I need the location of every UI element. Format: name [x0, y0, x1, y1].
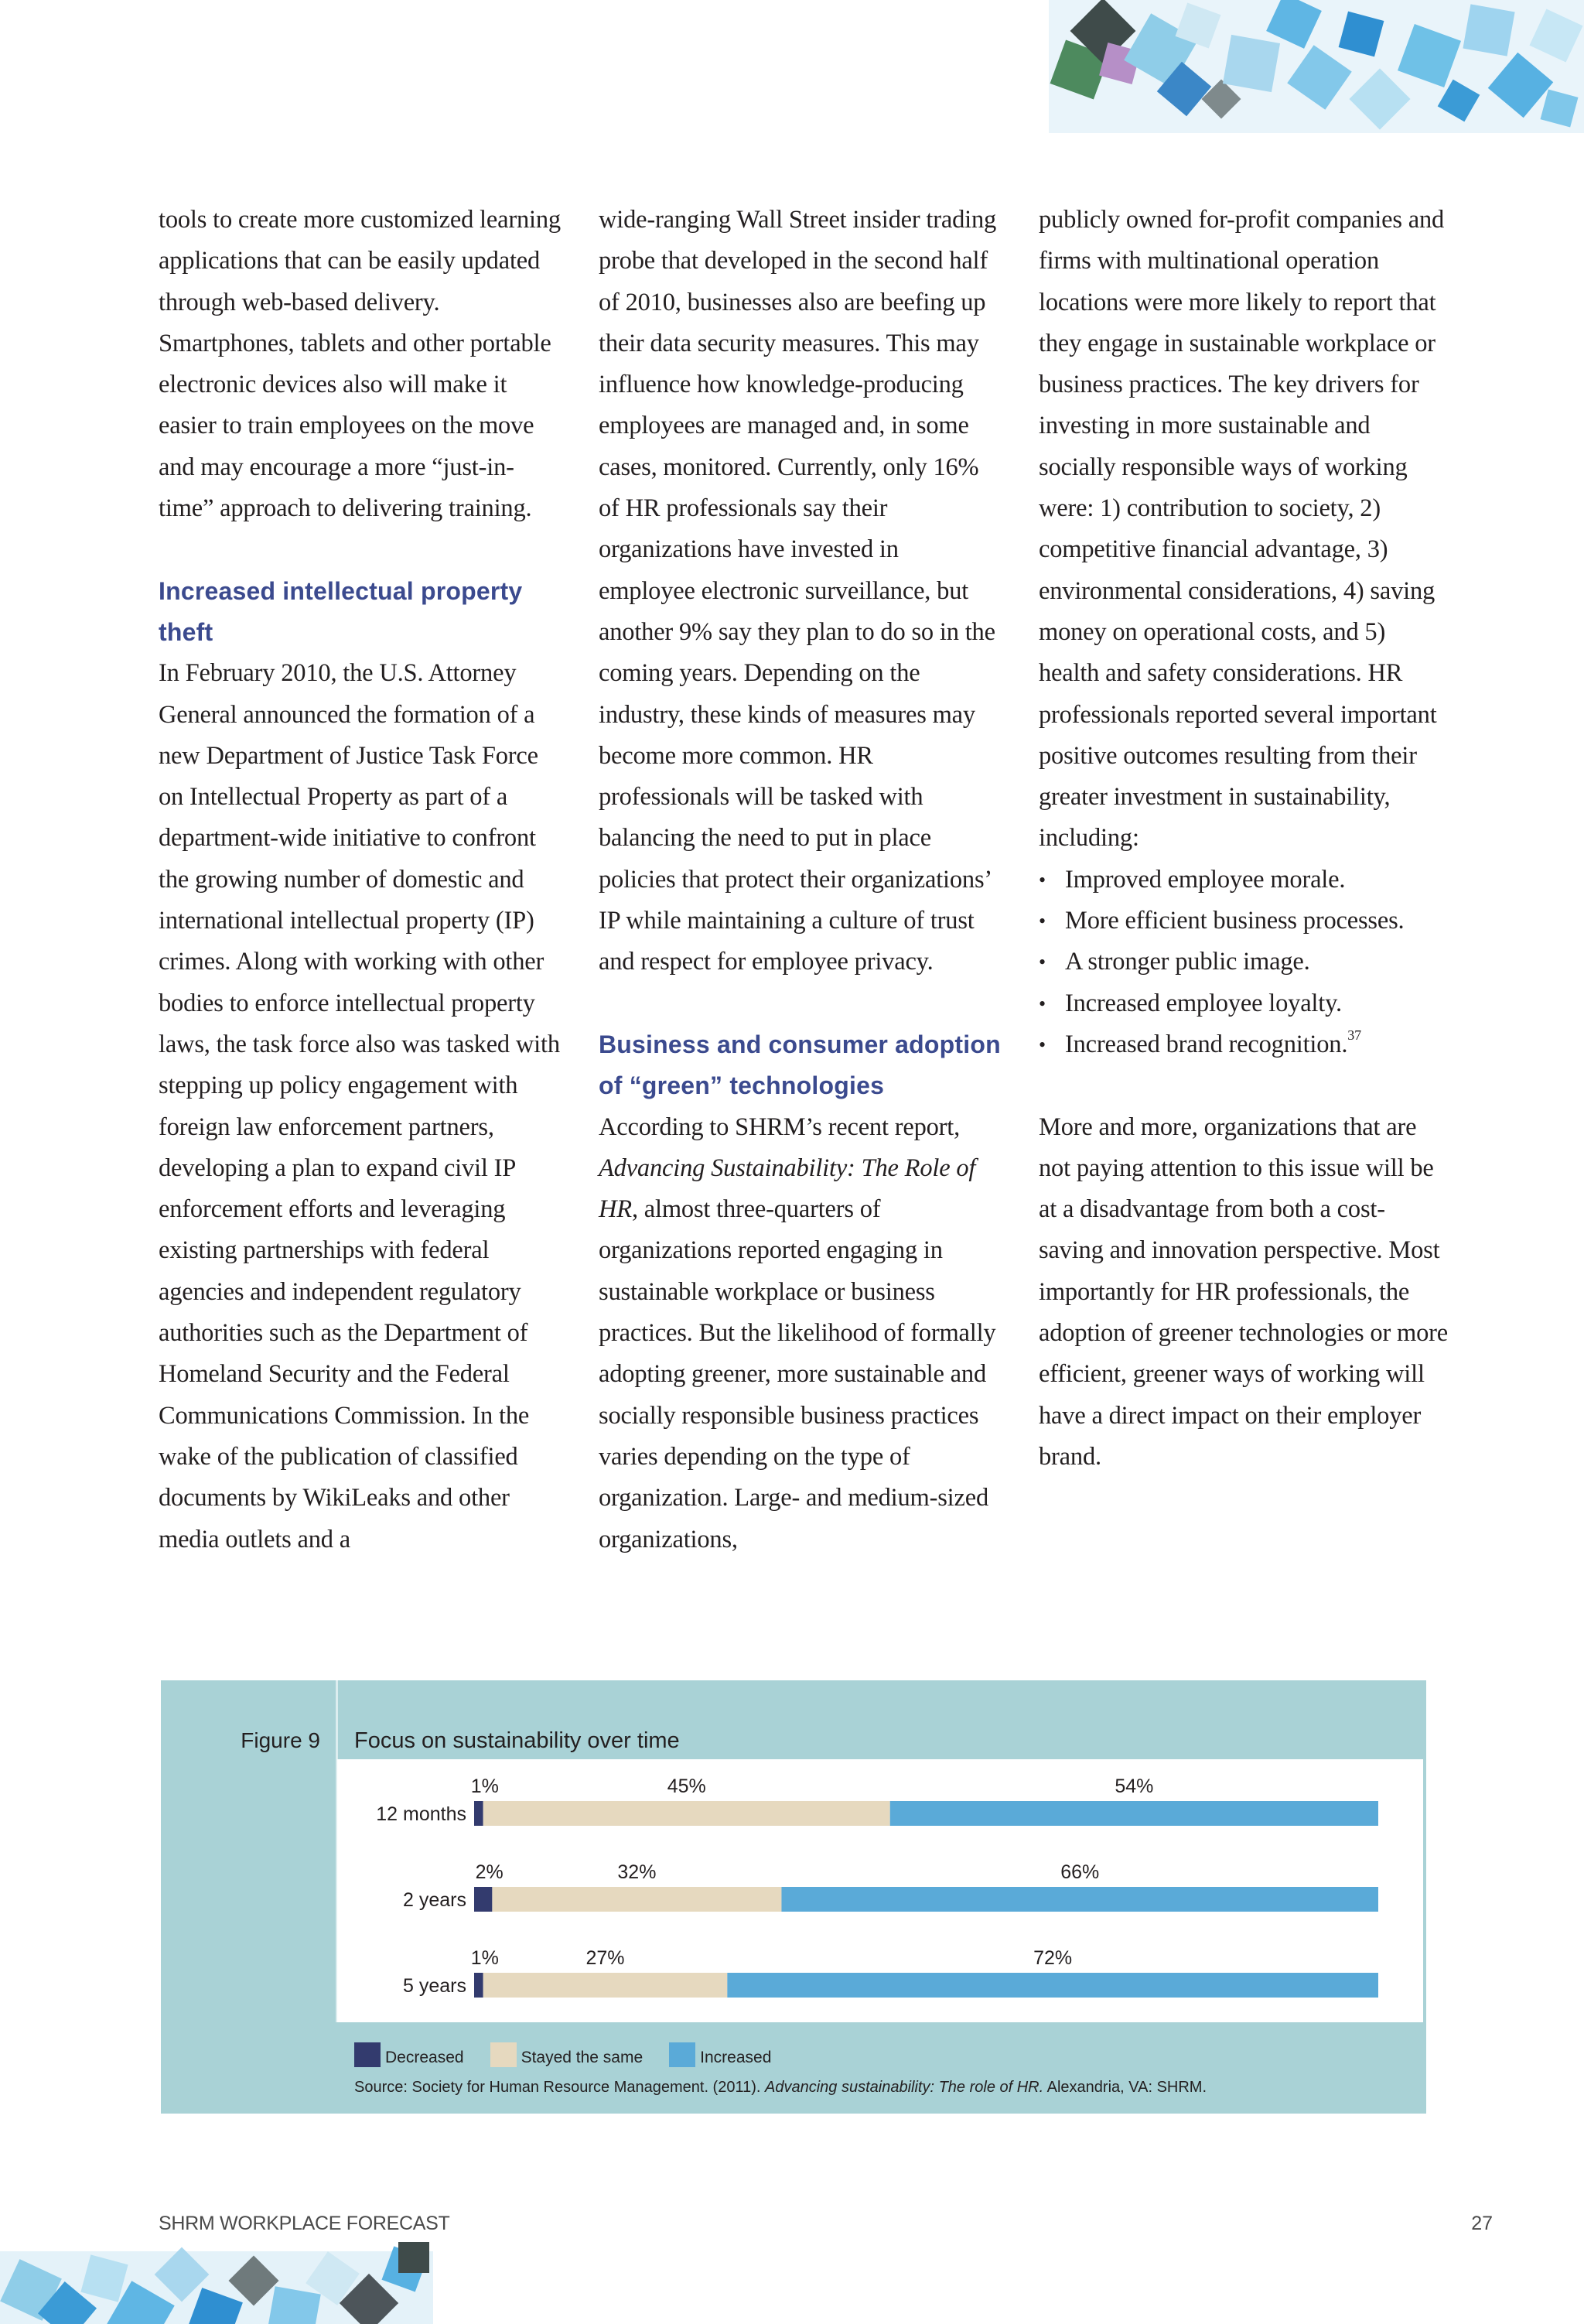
chart-title: Focus on sustainability over time: [354, 1728, 680, 1753]
page-number: 27: [1471, 2213, 1493, 2234]
list-item: • Increased employee loyalty.: [1039, 983, 1449, 1024]
category-label: 5 years: [403, 1975, 466, 1997]
legend-swatch: [354, 2042, 381, 2067]
body-paragraph: wide-ranging Wall Street insider trading probe that developed in the second half of 2010, businesses also are beefing up their data security measures. This may influence how knowledge-producing employees are managed and, in some cases, monitored. Currently, only 16% of HR professionals say their organizations have invested in employee electronic surveillance, but another 9% say they plan to do so in the coming years. Depending on the industry, these kinds of measures may become more common. HR professionals will be tasked with balancing the need to put in place policies that protect their organizations’ IP while maintaining a culture of trust and respect for employee privacy.: [599, 206, 997, 976]
bar-increased: [890, 1801, 1378, 1826]
figure-source: [354, 2079, 1207, 2097]
bar-decreased: [474, 1887, 492, 1912]
data-label: 1%: [470, 1947, 499, 1969]
bar-stayed-the-same: [483, 1973, 728, 1998]
list-item-text: Increased brand recognition.: [1065, 1030, 1348, 1058]
section-heading: Business and consumer adoption of “green” technologies: [599, 1030, 1001, 1100]
bar-stayed-the-same: [492, 1887, 781, 1912]
bar-increased: [781, 1887, 1378, 1912]
data-label: 66%: [1060, 1861, 1100, 1883]
decorative-mosaic-top: [1049, 0, 1584, 133]
data-label: 32%: [617, 1861, 657, 1883]
body-paragraph: publicly owned for-profit companies and firms with multinational operation locations were more likely to report that they engage in sustainable workplace or business practices. The key drivers for investing in more sustainable and socially responsible ways of working were: 1) contribution to society, 2) competitive financial advantage, 3) environmental considerations, 4) saving money on operational costs, and 5) health and safety considerations. HR professionals reported several important positive outcomes resulting from their greater investment in sustainability, including:: [1039, 206, 1445, 853]
list-item: • A stronger public image.: [1039, 942, 1449, 983]
legend-swatch: [669, 2042, 695, 2067]
text-column-3: [1039, 200, 1449, 1478]
source-title: Advancing sustainability: The role of HR.: [765, 2079, 1044, 2096]
body-paragraph: In February 2010, the U.S. Attorney General announced the formation of a new Department of Justice Task Force on Intellectual Property as part of a department-wide initiative to confront the growing number of domestic and international intellectual property (IP) crimes. Along with working with other bodies to enforce intellectual property laws, the task force also was tasked with stepping up policy engagement with foreign law enforcement partners, developing a plan to expand civil IP enforcement efforts and leveraging existing partnerships with federal agencies and independent regulatory authorities such as the Department of Homeland Security and the Federal Communications Commission. In the wake of the publication of classified documents by WikiLeaks and other media outlets and a: [159, 659, 560, 1553]
text-column-1: [159, 200, 561, 1560]
section-heading: Increased intellectual property theft: [159, 576, 523, 646]
body-paragraph: [599, 1107, 1001, 1560]
footnote-reference: 37: [1347, 1027, 1361, 1043]
legend-label: Increased: [700, 2049, 772, 2066]
bar-decreased: [474, 1801, 483, 1826]
bar-decreased: [474, 1973, 483, 1998]
list-item: • Improved employee morale.: [1039, 860, 1449, 901]
report-title: Advancing Sustainability: The Role of HR: [599, 1153, 976, 1224]
legend-label: Stayed the same: [521, 2049, 644, 2066]
legend-item-stayed-the-same: [490, 2042, 644, 2067]
legend-item-increased: [669, 2042, 771, 2067]
body-paragraph: More and more, organizations that are not paying attention to this issue will be at a disadvantage from both a cost-saving and innovation perspective. Most importantly for HR professionals, the adoption of greener technologies or more efficient, greener ways of working will have a direct impact on their employer brand.: [1039, 1112, 1448, 1471]
category-label: 12 months: [376, 1803, 466, 1825]
data-label: 1%: [470, 1775, 499, 1797]
decorative-mosaic-bottom: [0, 2236, 433, 2324]
body-text: , almost three-quarters of organizations reported engaging in sustainable workplace or business practices. But the likelihood of formally adopting greener, more sustainable and socially responsible business practices varies depending on the type of organization. Large- and medium-sized organizations,: [599, 1195, 996, 1553]
text-column-2: [599, 200, 1001, 1560]
body-text: According to SHRM’s recent report,: [599, 1112, 961, 1141]
legend-label: Decreased: [385, 2049, 464, 2066]
list-item: [1039, 1024, 1449, 1065]
stacked-bar-chart: [161, 1680, 1426, 2036]
legend-item-decreased: [354, 2042, 464, 2067]
outcomes-list: [1039, 860, 1449, 1065]
data-label: 72%: [1033, 1947, 1073, 1969]
bar-stayed-the-same: [483, 1801, 890, 1826]
source-text: Source: Society for Human Resource Management. (2011).: [354, 2079, 765, 2096]
figure-9: [161, 1680, 1426, 2114]
data-label: 27%: [585, 1947, 625, 1969]
data-label: 2%: [475, 1861, 504, 1883]
figure-label: Figure 9: [241, 1728, 320, 1752]
data-label: 45%: [667, 1775, 706, 1797]
data-label: 54%: [1115, 1775, 1154, 1797]
chart-legend: [354, 2042, 797, 2067]
list-item: • More efficient business processes.: [1039, 901, 1449, 942]
publication-name: SHRM WORKPLACE FORECAST: [159, 2213, 450, 2234]
body-paragraph: tools to create more customized learning applications that can be easily updated through web-based delivery. Smartphones, tablets and other portable electronic devices also will make it easier to train employees on the move and may encourage a more “just-in-time” approach to delivering training.: [159, 206, 561, 523]
source-text: Alexandria, VA: SHRM.: [1043, 2079, 1207, 2096]
bar-increased: [727, 1973, 1378, 1998]
legend-swatch: [490, 2042, 517, 2067]
category-label: 2 years: [403, 1889, 466, 1911]
